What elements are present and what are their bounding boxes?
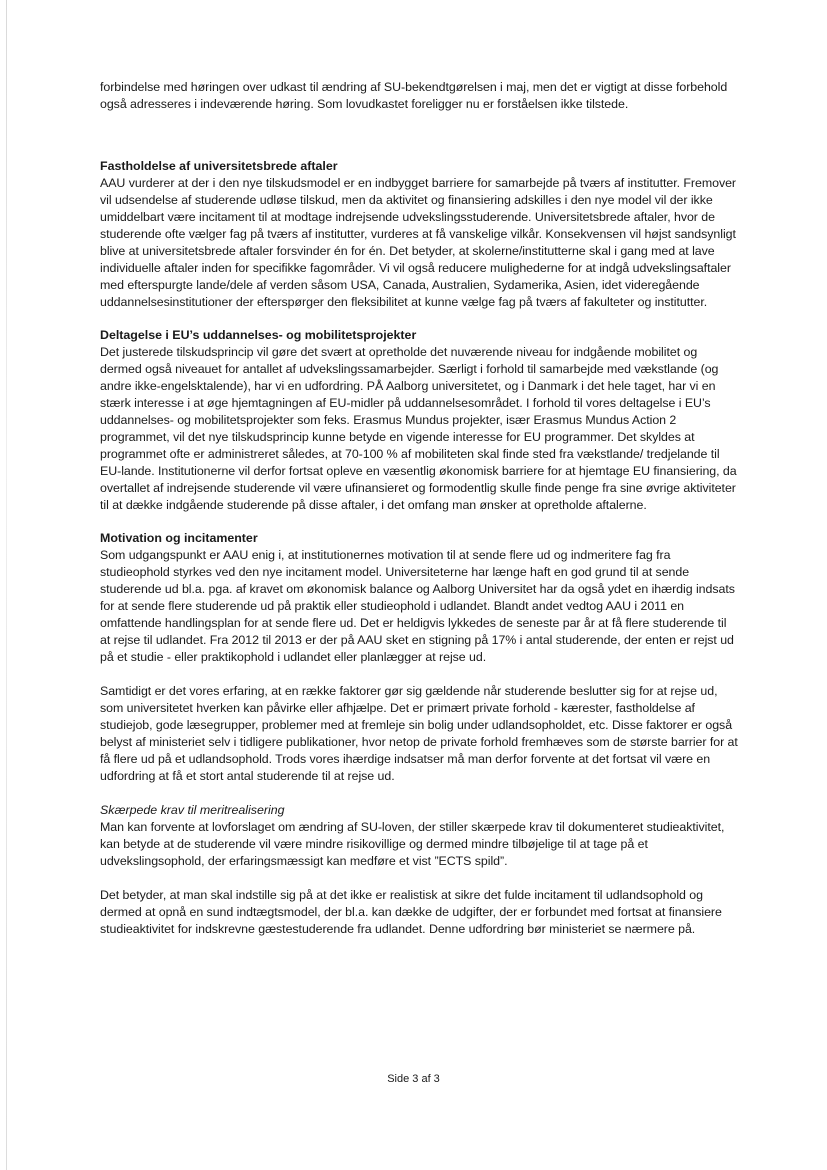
section-eu-projekter [100, 327, 740, 514]
body-paragraph: Som udgangspunkt er AAU enig i, at institutionernes motivation til at sende flere ud og indmeritere fag fra studieophold styrkes ved den nye incitament model. Universiteterne har længe haft en god grund til at sende studerende ud bl.a. pga. af kravet om økonomisk balance og Aalborg Universitet har da også ydet en ihærdig indsats for at sende flere studerende ud på praktik eller studieophold i udlandet. Blandt andet vedtog AAU i 2011 en omfattende handlingsplan for at sende flere ud. Det er heldigvis lykkedes de seneste par år at få flere studerende til at rejse til udlandet. Fra 2012 til 2013 er der på AAU sket en stigning på 17% i antal studerende, der enten er rejst ud på et studie - eller praktikophold i udlandet eller planlægger at rejse ud. [100, 548, 735, 664]
section-heading: Motivation og incitamenter [100, 531, 258, 545]
section-motivation [100, 530, 740, 785]
subsection-heading: Skærpede krav til meritrealisering [100, 803, 285, 817]
section-universitetsbrede-aftaler [100, 158, 740, 311]
body-paragraph: Det justerede tilskudsprincip vil gøre det svært at opretholde det nuværende niveau for indgående mobilitet og dermed også niveauet for antallet af udvekslingssamarbejder. Særligt i forhold til samarbejde med vækstlande (og andre ikke-engelsktalende), har vi en udfordring. PÅ Aalborg universitetet, og i Danmark i det hele taget, har vi en stærk interesse i at øge hjemtagningen af EU-midler på uddannelsesområdet. I forhold til vores deltagelse i EU’s uddannelses- og mobilitetsprojekter som feks. Erasmus Mundus projekter, især Erasmus Mundus Action 2 programmet, vil det nye tilskudsprincip kunne betyde en vigende interesse for EU programmer. Det skyldes at programmet ofte er administreret således, at 70-100 % af mobiliteten skal finde sted fra vækstlande/ tredjelande til EU-lande. Institutionerne vil derfor fortsat opleve en væsentlig økonomisk barriere for at hjemtage EU finansiering, da overtallet af indrejsende studerende vil være ufinansieret og formodentlig skulle finde penge fra sine øvrige aktiviteter til at dække indgående studerende på disse aftaler, i det omfang man ønsker at opretholde aftalerne. [100, 345, 737, 512]
body-paragraph: Samtidigt er det vores erfaring, at en række faktorer gør sig gældende når studerende beslutter sig for at rejse ud, som universitetet hverken kan påvirke eller afhjælpe. Det er primært private forhold - kærester, fastholdelse af studiejob, gode læsegrupper, problemer med at fremleje sin bolig under udlandsopholdet, etc. Disse faktorer er også belyst af ministeriet selv i tidligere publikationer, hvor netop de private forhold fremhæves som de største barrier for at få flere ud på et udlandsophold. Trods vores ihærdige indsatser må man derfor forvente at det fortsat vil være en udfordring at få et stort antal studerende til at rejse ud. [100, 684, 738, 783]
intro-paragraph: forbindelse med høringen over udkast til ændring af SU-bekendtgørelsen i maj, men det er vigtigt at disse forbehold også adresseres i indeværende høring. Som lovudkastet foreligger nu er forståelsen ikke tilstede. [100, 80, 728, 111]
scan-edge [6, 0, 7, 1170]
section-heading: Deltagelse i EU’s uddannelses- og mobilitetsprojekter [100, 328, 417, 342]
body-paragraph: Man kan forvente at lovforslaget om ændring af SU-loven, der stiller skærpede krav til dokumenteret studieaktivitet, kan betyde at de studerende vil være mindre risikovillige og dermed mindre tilbøjelige til at tage på et udvekslingsophold, der erfaringsmæssigt kan medføre et vist ”ECTS spild”. [100, 820, 725, 868]
section-meritrealisering [100, 802, 740, 938]
page-number: Side 3 af 3 [387, 1073, 440, 1085]
section-heading: Fastholdelse af universitetsbrede aftaler [100, 159, 338, 173]
body-paragraph: Det betyder, at man skal indstille sig på at det ikke er realistisk at sikre det fulde incitament til udlandsophold og dermed at opnå en sund indtægtsmodel, der bl.a. kan dække de udgifter, der er forbundet med fortsat at finansiere studieaktivitet for indskrevne gæstestuderende fra udlandet. Denne udfordring bør ministeriet se nærmere på. [100, 888, 722, 936]
document-page [100, 79, 740, 938]
body-paragraph: AAU vurderer at der i den nye tilskudsmodel er en indbygget barriere for samarbejde på tværs af institutter. Fremover vil udsendelse af studerende udløse tilskud, men da aktivitet og finansiering adskilles i den nye model vil der ikke umiddelbart være incitament til at modtage indrejsende udvekslingsstuderende. Universitetsbrede aftaler, hvor de studerende ofte vælger fag på tværs af institutter, vurderes at få vanskelige vilkår. Konsekvensen vil højst sandsynligt blive at universitetsbrede aftaler forsvinder én for én. Det betyder, at skolerne/institutterne skal i gang med at lave individuelle aftaler inden for specifikke fagområder. Vi vil også reducere mulighederne for at indgå udvekslingsaftaler med efterspurgte lande/dele af verden såsom USA, Canada, Australien, Sydamerika, Asien, idet videregående uddannelsesinstitutioner der efterspørger den fleksibilitet at kunne vælge fag på tværs af fakulteter og institutter. [100, 176, 737, 309]
